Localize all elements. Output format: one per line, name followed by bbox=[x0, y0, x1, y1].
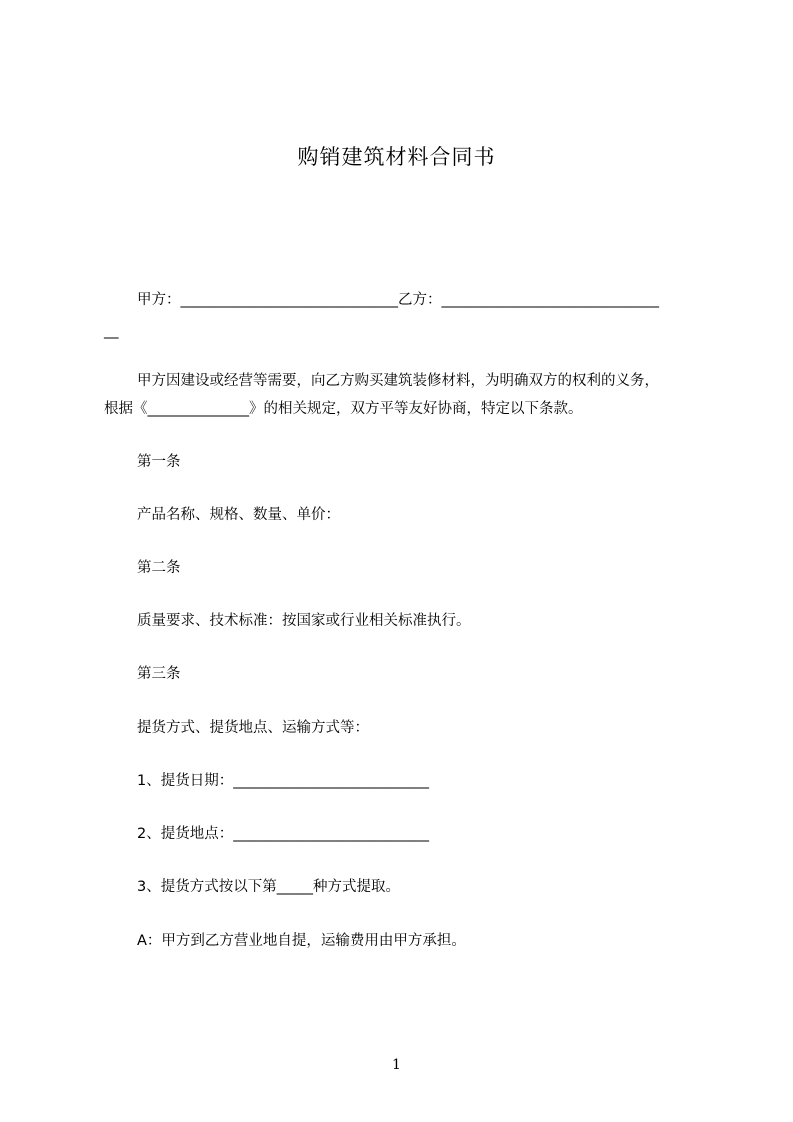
preamble-line-2 bbox=[104, 398, 583, 420]
article-1-text: 产品名称、规格、数量、单价： bbox=[137, 507, 340, 523]
pickup-location-line bbox=[137, 823, 429, 845]
law-name-blank: ______________ bbox=[147, 401, 249, 417]
pickup-date-blank: ___________________________ bbox=[233, 773, 429, 789]
article-2-text: 质量要求、技术标准：按国家或行业相关标准执行。 bbox=[137, 613, 471, 629]
pickup-method-line bbox=[137, 876, 400, 898]
pickup-date-label: 1、提货日期： bbox=[137, 773, 234, 789]
preamble-suffix: 》的相关规定，双方平等友好协商，特定以下条款。 bbox=[249, 401, 583, 417]
pickup-date-line bbox=[137, 770, 429, 792]
preamble-line-1: 甲方因建设或经营等需要，向乙方购买建筑装修材料，为明确双方的权利的义务， bbox=[137, 373, 659, 389]
page-number: 1 bbox=[392, 1057, 401, 1073]
party-a-label: 甲方： bbox=[137, 292, 181, 308]
article-3-text: 提货方式、提货地点、运输方式等： bbox=[137, 720, 369, 736]
parties-line bbox=[137, 289, 659, 311]
pickup-method-prefix: 3、提货方式按以下第 bbox=[137, 879, 277, 895]
document-title: 购销建筑材料合同书 bbox=[297, 145, 496, 169]
pickup-method-blank: _____ bbox=[276, 879, 313, 895]
article-3-heading: 第三条 bbox=[137, 666, 181, 682]
party-b-blank-overflow: __ bbox=[104, 323, 119, 339]
preamble-prefix: 根据《 bbox=[104, 401, 148, 417]
pickup-location-label: 2、提货地点： bbox=[137, 826, 234, 842]
party-b-blank: ______________________________ bbox=[441, 292, 659, 308]
party-b-label: 乙方： bbox=[398, 292, 442, 308]
article-2-heading: 第二条 bbox=[137, 560, 181, 576]
article-1-heading: 第一条 bbox=[137, 454, 181, 470]
pickup-option-a: A：甲方到乙方营业地自提，运输费用由甲方承担。 bbox=[137, 933, 466, 949]
pickup-method-suffix: 种方式提取。 bbox=[312, 879, 400, 895]
pickup-location-blank: ___________________________ bbox=[233, 826, 429, 842]
party-a-blank: ______________________________ bbox=[180, 292, 398, 308]
